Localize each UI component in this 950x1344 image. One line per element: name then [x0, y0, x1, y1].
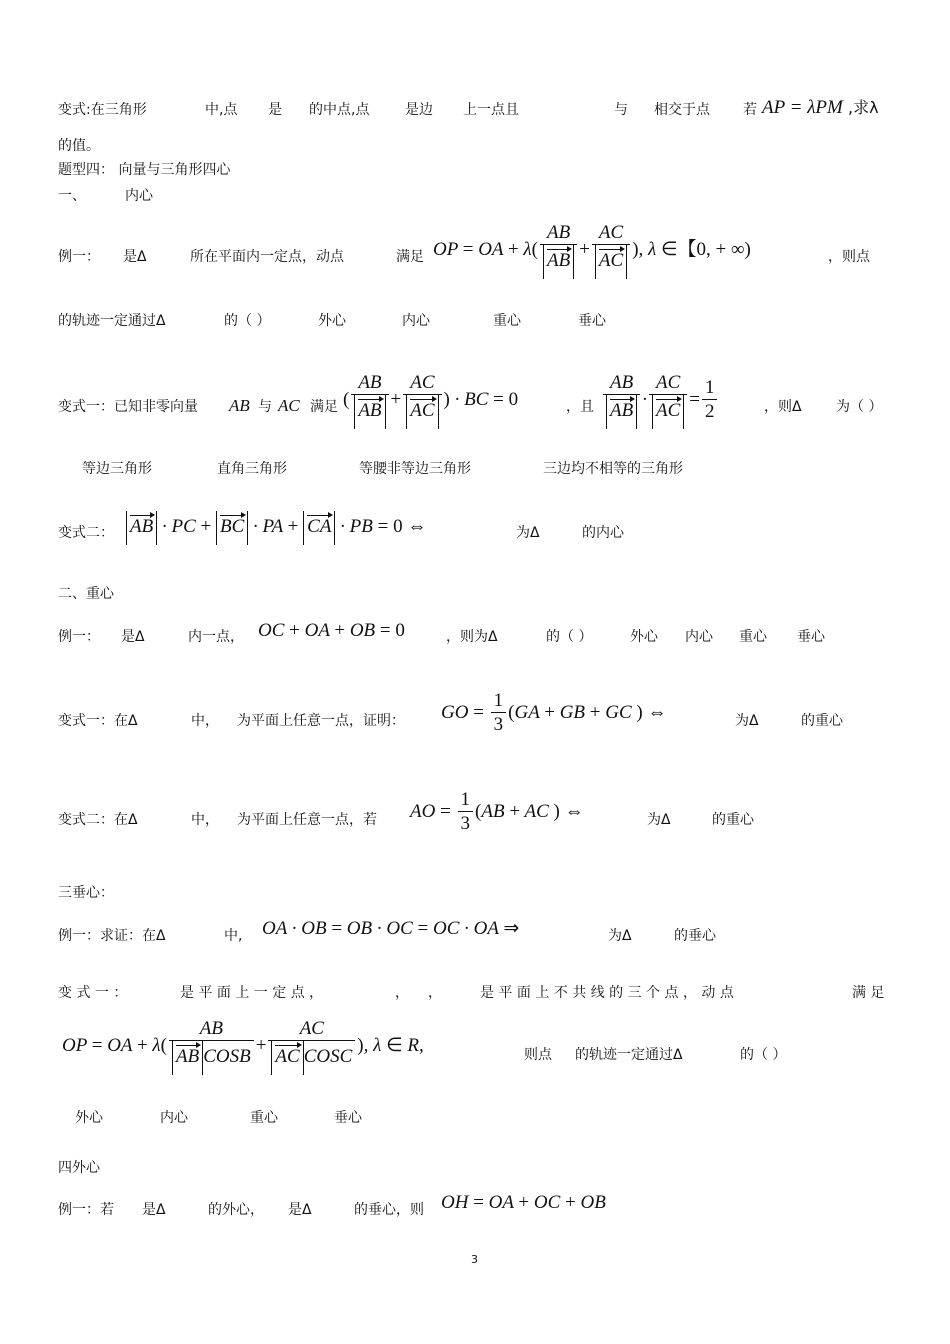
- option-orthocenter: 垂心: [578, 313, 606, 329]
- option-centroid: 重心: [250, 1110, 278, 1126]
- text: 变式二：: [58, 525, 114, 541]
- page-number: 3: [471, 1253, 478, 1266]
- text: ，: [428, 985, 442, 1001]
- formula-centroid-sum: OC + OA + OB = 0: [258, 620, 405, 641]
- text: 相交于点: [654, 102, 710, 118]
- formula-variant1-a: ( $\frac{AB}{AB}$ + $\frac{AC}{AC}$ ) · BC = 0: [343, 372, 518, 429]
- text: 变式一：已知非零向量: [58, 399, 198, 415]
- text: 的外心，: [208, 1202, 264, 1218]
- text: 变式一：在Δ: [58, 713, 138, 729]
- section-title-incenter: 内心: [125, 188, 153, 204]
- text: 是Δ: [288, 1202, 312, 1218]
- text: 为Δ: [608, 928, 632, 944]
- text: 为Δ: [735, 713, 759, 729]
- text: 的值。: [58, 138, 100, 154]
- formula-variant1-b: $\frac{AB}{AB}$ · $\frac{AC}{AC}$ = $\frac{1}{2}$: [601, 372, 719, 429]
- text: 的（ ）: [740, 1047, 787, 1063]
- option-isosceles: 等腰非等边三角形: [359, 461, 471, 477]
- text: 是 平 面 上 不 共 线 的 三 个 点 ， 动 点: [480, 985, 734, 1001]
- text: 的重心: [801, 713, 843, 729]
- formula-orthocenter-path: OP = OA + λ( $\frac{AB}{\text{AB COSB}}$ + $\frac{AC}{\text{AC COSC}}$ ), λ ∈ R,: [62, 1018, 424, 1075]
- section-title-centroid: 二、重心: [58, 586, 114, 602]
- text: 例一：若: [58, 1202, 114, 1218]
- text: 是Δ: [142, 1202, 166, 1218]
- option-incenter: 内心: [685, 629, 713, 645]
- formula-incenter-path: OP = OA + λ( $\frac{AB}{AB}$ + $\frac{AC}{AC}$ ), λ ∈【0, + ∞): [433, 222, 751, 279]
- text: 若: [743, 102, 757, 118]
- text: 为Δ: [647, 812, 671, 828]
- vector-ac: AC: [278, 396, 300, 415]
- text: 是: [268, 102, 282, 118]
- text: 的垂心，则: [354, 1202, 424, 1218]
- text: ，且: [566, 399, 594, 415]
- text: 为平面上任意一点，若: [237, 812, 377, 828]
- text: 例一：: [58, 249, 100, 265]
- vector-ab: AB: [229, 396, 250, 415]
- formula-ap-pm: AP = λPM: [762, 97, 843, 118]
- text: ，则为Δ: [446, 629, 498, 645]
- text: 的轨迹一定通过Δ: [58, 313, 166, 329]
- text: 与: [614, 102, 628, 118]
- option-incenter: 内心: [160, 1110, 188, 1126]
- text-variant-intro: 变式:在三角形: [58, 102, 147, 118]
- option-centroid: 重心: [493, 313, 521, 329]
- option-equilateral: 等边三角形: [82, 461, 152, 477]
- text: 例一：求证：在Δ: [58, 928, 166, 944]
- text: 是Δ: [121, 629, 145, 645]
- option-circumcenter: 外心: [75, 1110, 103, 1126]
- option-right: 直角三角形: [217, 461, 287, 477]
- text: ，则Δ: [764, 399, 802, 415]
- text: 为（ ）: [836, 399, 883, 415]
- text: 满足: [310, 399, 338, 415]
- text: 满足: [396, 249, 424, 265]
- text: 是 平 面 上 一 定 点 ，: [180, 985, 324, 1001]
- text: 的重心: [712, 812, 754, 828]
- section-title-orthocenter: 三垂心：: [58, 885, 114, 901]
- text: 内一点，: [188, 629, 244, 645]
- text: 为平面上任意一点，证明：: [237, 713, 405, 729]
- formula-orthocenter: OA · OB = OB · OC = OC · OA ⇒: [262, 918, 520, 939]
- section-title-type4: 题型四： 向量与三角形四心: [58, 162, 231, 178]
- text: ，则点: [828, 249, 870, 265]
- text: 例一：: [58, 629, 100, 645]
- text: 则点: [524, 1047, 552, 1063]
- text: 的轨迹一定通过Δ: [575, 1047, 683, 1063]
- section-number: 一、: [58, 188, 86, 204]
- text: 的（ ）: [546, 629, 593, 645]
- text: 与: [258, 399, 272, 415]
- text: 是Δ: [123, 249, 147, 265]
- option-orthocenter: 垂心: [334, 1110, 362, 1126]
- option-scalene: 三边均不相等的三角形: [543, 461, 683, 477]
- text: 的（ ）: [224, 313, 271, 329]
- formula-centroid-condition: AO = $\frac{1}{3}$ (AB + AC ) ⇔: [410, 789, 584, 834]
- text: 为Δ: [516, 525, 540, 541]
- option-incenter: 内心: [402, 313, 430, 329]
- text: 所在平面内一定点，动点: [190, 249, 344, 265]
- text: ,求λ: [848, 98, 879, 117]
- text: 变 式 一 ：: [58, 985, 128, 1001]
- text: 中,: [224, 928, 243, 944]
- option-circumcenter: 外心: [630, 629, 658, 645]
- text: 变式二：在Δ: [58, 812, 138, 828]
- text: 中，: [191, 713, 219, 729]
- text: 上一点且: [463, 102, 519, 118]
- text: 满 足: [852, 985, 885, 1001]
- text: 是边: [405, 102, 433, 118]
- text: ，: [395, 985, 409, 1001]
- text: 的内心: [582, 525, 624, 541]
- text: 的垂心: [674, 928, 716, 944]
- option-centroid: 重心: [739, 629, 767, 645]
- text: 中,点: [205, 102, 238, 118]
- formula-euler: OH = OA + OC + OB: [441, 1192, 606, 1213]
- option-circumcenter: 外心: [318, 313, 346, 329]
- text: 的中点,点: [309, 102, 370, 118]
- section-title-circumcenter: 四外心: [58, 1160, 100, 1176]
- option-orthocenter: 垂心: [797, 629, 825, 645]
- formula-incenter-condition: AB · PC + BC · PA + CA · PB = 0 ⇔: [126, 511, 426, 545]
- formula-centroid-proof: GO = $\frac{1}{3}$ (GA + GB + GC ) ⇔: [441, 690, 667, 735]
- text: 中，: [191, 812, 219, 828]
